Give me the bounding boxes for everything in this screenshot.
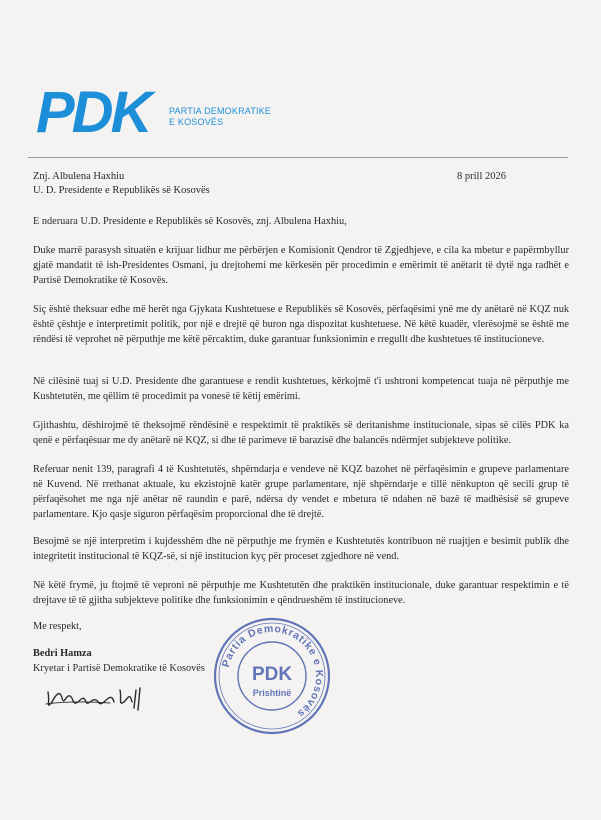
recipient-title: U. D. Presidente e Republikës së Kosovës	[33, 185, 210, 196]
letter-date: 8 prill 2026	[457, 171, 506, 182]
recipient-block	[33, 170, 210, 198]
official-stamp	[212, 616, 332, 736]
paragraph-7: Në këtë frymë, ju ftojmë të veproni në përputhje me Kushtetutën dhe praktikën institucionale, duke garantuar respektimin e të drejtave të të gjitha subjekteve politike dhe funksionimin e qëndrueshëm të institucioneve.	[33, 580, 569, 606]
paragraph-2: Siç është theksuar edhe më herët nga Gjykata Kushtetuese e Republikës së Kosovës, përfaqësimi ynë me dy anëtarë në KQZ nuk është çështje e interpretimit politik, por një e drejtë që buron nga dispozitat kushtetuese. Në këtë kuadër, vlerësojmë se është me rëndësi të veprohet në përputhje me këtë përcaktim, duke garantuar funksionimin e rregullt dhe kushtetues të institucioneve.	[33, 304, 569, 345]
stamp-center-text: PDK	[251, 664, 293, 685]
closing: Me respekt,	[33, 621, 82, 632]
recipient-name: Znj. Albulena Haxhiu	[33, 171, 125, 182]
salutation: E nderuara U.D. Presidente e Republikës së Kosovës, znj. Albulena Haxhiu,	[33, 216, 347, 227]
paragraph-1: Duke marrë parasysh situatën e krijuar lidhur me përbërjen e Komisionit Qendror të Zgjedhjeve, e cila ka mbetur e papërmbyllur gjatë mandatit të ish-Presidentes Osmani, ju drejtohemi me kërkesën për procedimin e emërimit të anëtarit të dytë nga radhët e Partisë Demokratike të Kosovës.	[33, 245, 569, 286]
stamp-ring-text: Partia Demokratike e Kosovës	[219, 622, 326, 720]
logo-subtitle	[169, 106, 289, 128]
signatory-name: Bedri Hamza	[33, 648, 92, 659]
paragraph-6: Besojmë se një interpretim i kujdesshëm dhe në përputhje me frymën e Kushtetutës kontribuon në ruajtjen e besimit publik dhe integritetit institucional të KQZ-së, si një institucion kyç për proceset zgjedhore në vend.	[33, 536, 569, 562]
handwritten-signature	[40, 672, 170, 722]
paragraph-5: Referuar nenit 139, paragrafi 4 të Kushtetutës, shpërndarja e vendeve në KQZ bazohet në përfaqësimin e grupeve parlamentare në Kuvend. Në rrethanat aktuale, ku ekzistojnë katër grupe parlamentare, një shpërndarje e tillë nënkupton që secili grup të përfaqësohet me nga një anëtar në raundin e parë, ndërsa dy vendet e mbetura të ndahen në bazë të madhësisë së grupeve parlamentare. Kjo qasje siguron përfaqësim proporcional dhe të drejtë.	[33, 464, 569, 520]
logo-line-2: E KOSOVËS	[169, 117, 224, 127]
paragraph-4: Gjithashtu, dëshirojmë të theksojmë rëndësinë e respektimit të praktikës së deritanishme institucionale, sipas së cilës PDK ka qenë e përfaqësuar me dy anëtarë në KQZ, si dhe të parimeve të barazisë dhe balancës ndërmjet subjekteve politike.	[33, 420, 569, 446]
paragraph-3: Në cilësinë tuaj si U.D. Presidente dhe garantuese e rendit kushtetues, kërkojmë t'i ushtroni kompetencat tuaja në përputhje me Kushtetutën, me qëllim të procedimit pa vonesë të këtij emërimi.	[33, 376, 569, 402]
signatory-title: Kryetar i Partisë Demokratike të Kosovës	[33, 663, 205, 674]
stamp-city: Prishtinë	[252, 688, 292, 698]
logo-line-1: PARTIA DEMOKRATIKE	[169, 106, 272, 116]
logo-mark: PDK	[36, 80, 150, 145]
header-divider	[28, 157, 568, 158]
